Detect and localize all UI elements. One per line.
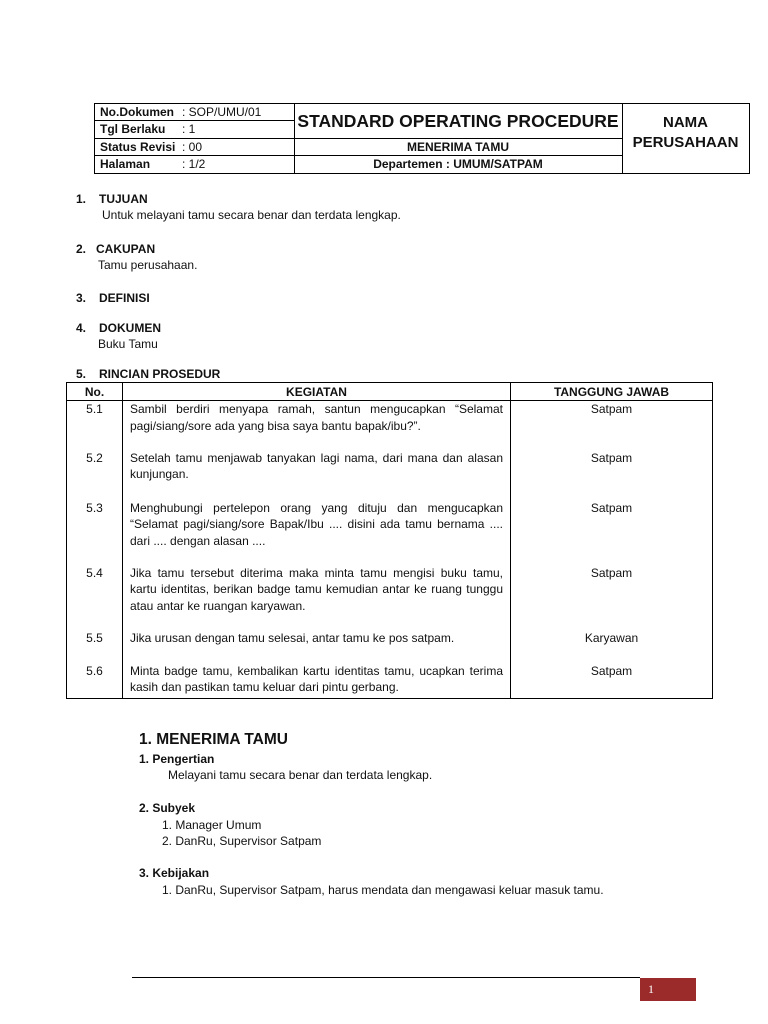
pengertian-text: Melayani tamu secara benar dan terdata lengkap. [168,768,433,782]
meta-row: Status Revisi : 00 [95,139,294,156]
table-row: 5.6 Minta badge tamu, kembalikan kartu identitas tamu, ucapkan terima kasih dan pastikan tamu keluar dari pintu gerbang. Satpam [67,663,713,699]
document-title-block [294,104,623,173]
meta-row: No.Dokumen : SOP/UMU/01 [95,104,294,121]
section-heading: 5. RINCIAN PROSEDUR [76,367,221,381]
section-text: Buku Tamu [98,337,158,351]
section-heading: 2. CAKUPAN [76,242,156,256]
document-department: Departemen : UMUM/SATPAM [373,157,543,171]
column-header-no: No. [67,383,123,401]
section-text: Untuk melayani tamu secara benar dan terdata lengkap. [102,208,401,222]
document-subtitle: MENERIMA TAMU [294,139,622,156]
document-meta [95,104,295,173]
part2-heading: 1. MENERIMA TAMU [139,731,288,748]
kebijakan-heading: 3. Kebijakan [139,866,210,880]
column-header-kegiatan: KEGIATAN [123,383,511,401]
table-row: 5.4 Jika tamu tersebut diterima maka minta tamu mengisi buku tamu, kartu identitas, berikan badge tamu kemudian antar ke ruang tunggu atau antar ke ruangan karyawan. Satpam [67,565,713,630]
list-item: 1. Manager Umum [162,818,262,832]
page-number: 1 [640,978,696,1001]
list-item: 1. DanRu, Supervisor Satpam, harus mendata dan mengawasi keluar masuk tamu. [162,883,604,897]
table-row: 5.3 Menghubungi pertelepon orang yang dituju dan mengucapkan “Selamat pagi/siang/sore Bapak/Ibu .... disini ada tamu bernama .... dari .... dengan alasan .... Satpam [67,500,713,565]
list-item: 2. DanRu, Supervisor Satpam [162,834,322,848]
table-row: 5.1 Sambil berdiri menyapa ramah, santun mengucapkan “Selamat pagi/siang/sore ada yang bisa saya bantu bapak/ibu?”. Satpam [67,401,713,450]
company-name: NAMA PERUSAHAAN [632,114,739,151]
document-header [94,103,750,174]
table-row: 5.2 Setelah tamu menjawab tanyakan lagi nama, dari mana dan alasan kunjungan. Satpam [67,450,713,500]
section-heading: 4. DOKUMEN [76,321,161,335]
procedure-table [66,382,713,699]
subyek-heading: 2. Subyek [139,801,196,815]
meta-row: Tgl Berlaku : 1 [95,121,294,138]
document-title: STANDARD OPERATING PROCEDURE [294,104,622,139]
section-heading: 1. TUJUAN [76,192,148,206]
table-row: 5.5 Jika urusan dengan tamu selesai, antar tamu ke pos satpam. Karyawan [67,630,713,663]
table-header-row [67,383,713,401]
section-text: Tamu perusahaan. [98,258,198,272]
column-header-tanggung-jawab: TANGGUNG JAWAB [511,383,713,401]
pengertian-heading: 1. Pengertian [139,752,215,766]
footer-divider [132,977,640,978]
section-heading: 3. DEFINISI [76,291,150,305]
meta-row: Halaman : 1/2 [100,156,206,171]
